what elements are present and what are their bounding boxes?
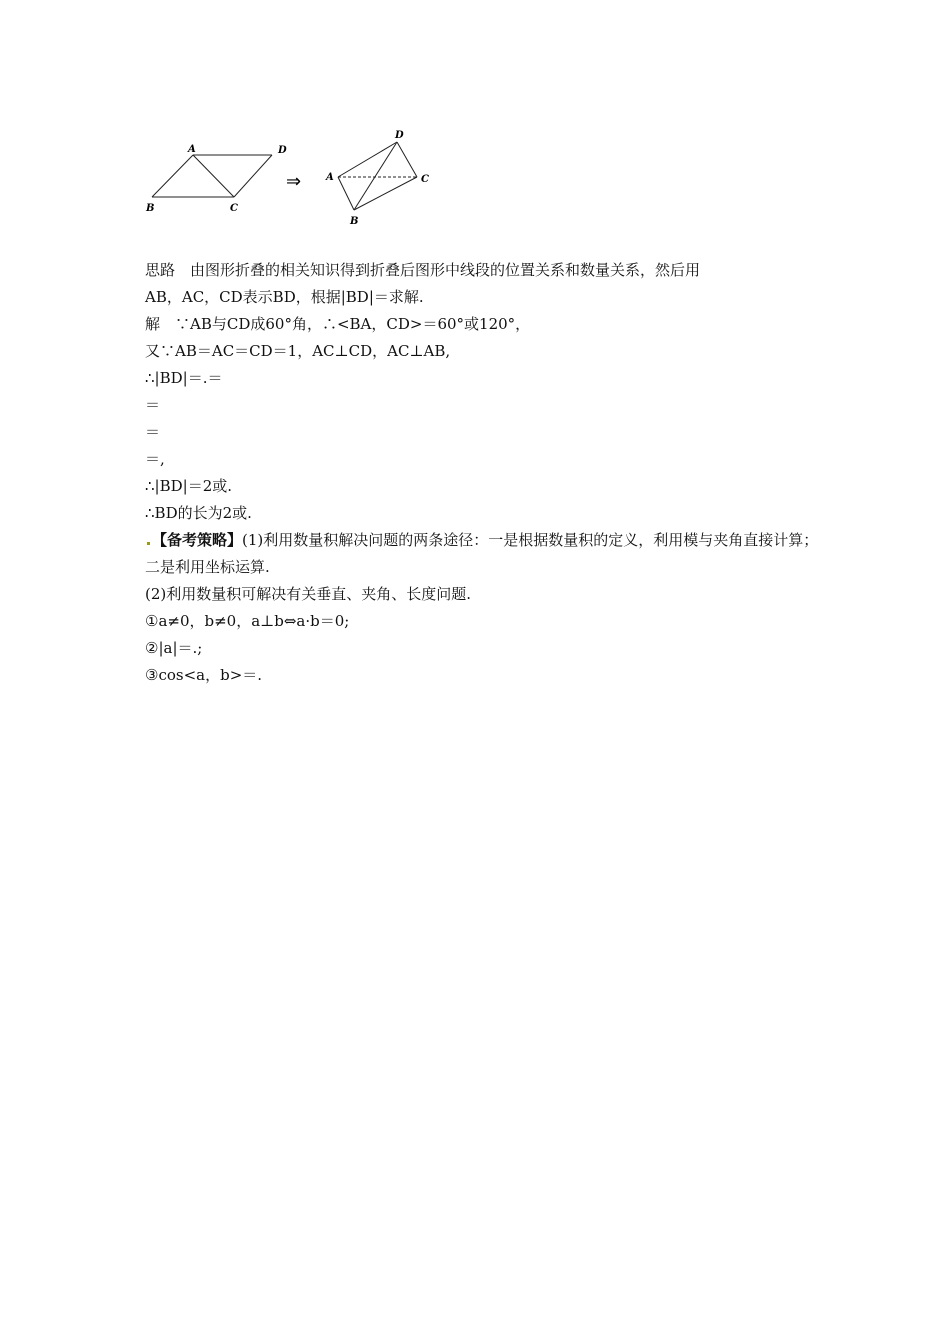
marker-dot: [147, 542, 150, 545]
solution-line-5: ＝: [145, 423, 161, 441]
strategy-heading: 【备考策略】: [152, 531, 243, 549]
solution-line-3: ∴|BD|＝.＝: [145, 369, 223, 387]
label-left-d: D: [278, 145, 287, 156]
strategy-line-2: (2)利用数量积可解决有关垂直、夹角、长度问题.: [145, 585, 472, 603]
edge-dc: [234, 155, 272, 197]
edge-ac: [193, 155, 234, 197]
label-left-c: C: [230, 203, 238, 214]
label-right-c: C: [421, 174, 429, 185]
folding-figure: [140, 125, 440, 230]
label-right-a: A: [326, 172, 334, 183]
solution-line-4: ＝: [145, 396, 161, 414]
label-right-d: D: [395, 130, 404, 141]
label-right-b: B: [350, 216, 359, 227]
edge-ad-3d: [338, 142, 397, 177]
solution-text: [145, 257, 825, 689]
edge-ba: [152, 155, 193, 197]
strategy-paragraph: [145, 527, 825, 581]
solution-line-1: 解 ∵AB与CD成60°角，∴<BA，CD>＝60°或120°，: [145, 315, 531, 333]
edge-dc-3d: [397, 142, 417, 177]
edge-bd-3d: [354, 142, 397, 210]
folding-diagram: [140, 125, 440, 230]
solution-line-2: 又∵AB＝AC＝CD＝1，AC⊥CD，AC⊥AB,: [145, 342, 451, 360]
edge-ab-3d: [338, 177, 354, 210]
solution-line-7: ∴|BD|＝2或.: [145, 477, 233, 495]
strategy-item-3: ③cos<a，b>＝.: [145, 666, 263, 684]
implies-arrow: ⇒: [286, 171, 302, 192]
strategy-text: (1)利用数量积解决问题的两条途径：一是根据数量积的定义，利用模与夹角直接计算；二是利用坐标运算.: [145, 531, 819, 576]
idea-line-1: 思路 由图形折叠的相关知识得到折叠后图形中线段的位置关系和数量关系，然后用: [145, 261, 701, 279]
label-left-a: A: [188, 144, 196, 155]
strategy-item-1: ①a≠0，b≠0，a⊥b⇔a·b＝0;: [145, 612, 350, 630]
edge-bc-3d: [354, 177, 417, 210]
solution-conclusion: ∴BD的长为2或.: [145, 504, 252, 522]
idea-line-2: AB，AC，CD表示BD，根据|BD|＝求解.: [145, 288, 424, 306]
label-left-b: B: [146, 203, 155, 214]
solution-line-6: ＝,: [145, 450, 165, 468]
strategy-item-2: ②|a|＝.;: [145, 639, 203, 657]
